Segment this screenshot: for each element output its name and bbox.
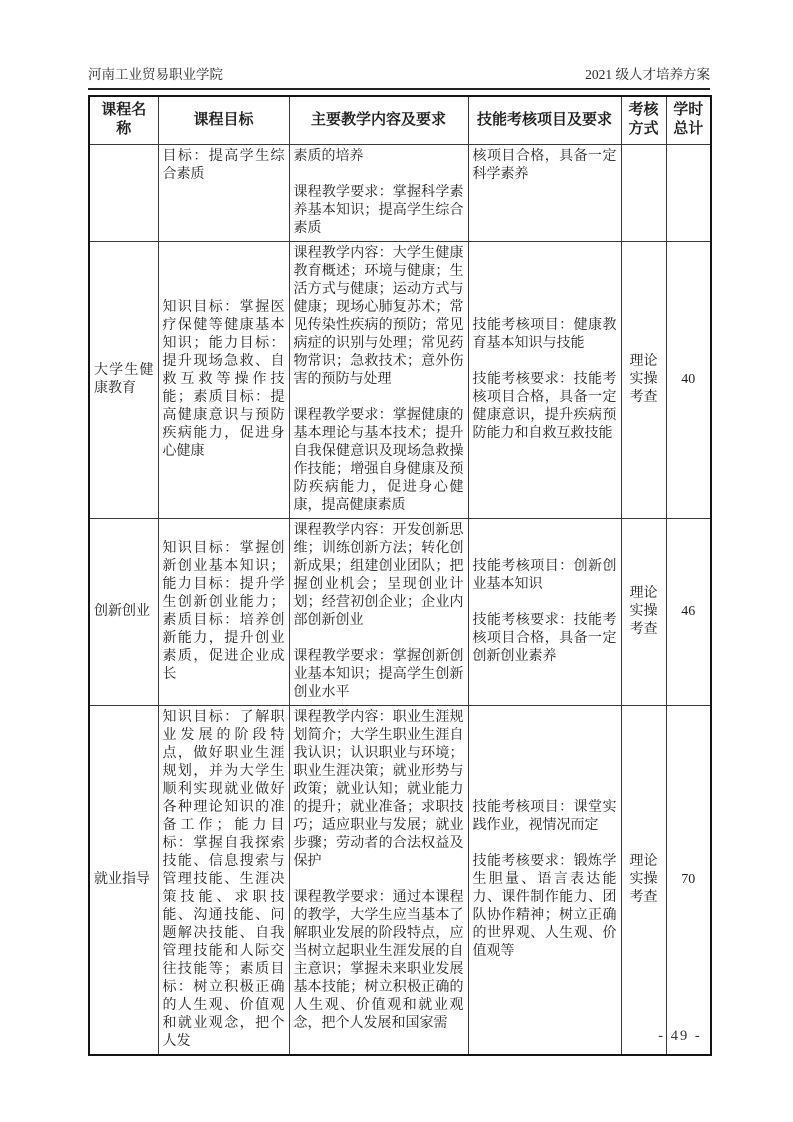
header-divider-rule <box>88 88 710 90</box>
running-header <box>88 66 710 84</box>
objectives-paragraph: 目标：提高学生综合素质 <box>162 148 285 182</box>
col-header-content: 主要教学内容及要求 <box>289 96 468 144</box>
curriculum-table <box>88 95 712 1056</box>
col-header-objectives: 课程目标 <box>158 96 289 144</box>
cell-hours: 46 <box>666 518 711 705</box>
cell-course-name: 就业指导 <box>89 705 158 1055</box>
cell-method: 理论实操考查 <box>621 241 666 518</box>
content-paragraph: 课程教学要求：通过本课程的教学，大学生应当基本了解职业发展的阶段特点，应当树立起职业生涯发展的自主意识；掌握未来职业发展基本技能；树立积极正确的人生观、价值观和就业观念，把个人发展和国家需 <box>293 889 464 1031</box>
cell-content <box>289 144 468 241</box>
content-paragraph: 课程教学内容：开发创新思维；训练创新方法；转化创新成果；组建创业团队；把握创业机会；呈现创业计划；经营初创企业；企业内部创新创业 <box>293 522 464 628</box>
cell-course-name <box>89 144 158 241</box>
assessment-paragraph: 技能考核项目：课堂实践作业，视情况而定 <box>472 799 617 833</box>
objectives-paragraph: 知识目标：掌握创新创业基本知识；能力目标：提升学生创新创业能力；素质目标：培养创新能力，提升创业素质，促进企业成长 <box>162 540 285 682</box>
cell-method: 理论实操考查 <box>621 705 666 1055</box>
cell-content <box>289 518 468 705</box>
assessment-paragraph: 技能考核要求：锻炼学生胆量、语言表达能力、课件制作能力、团队协作精神；树立正确的世界观、人生观、价值观等 <box>472 853 617 959</box>
assessment-paragraph: 技能考核要求：技能考核项目合格，具备一定创新创业素养 <box>472 612 617 664</box>
header-plan-title: 2021 级人才培养方案 <box>585 67 710 82</box>
table-row-health-education <box>89 241 711 518</box>
col-header-course-name: 课程名称 <box>89 96 158 144</box>
table-row-continuation <box>89 144 711 241</box>
objectives-paragraph: 知识目标：掌握医疗保健等健康基本知识；能力目标：提升现场急救、自救互救等操作技能；素质目标：提高健康意识与预防疾病能力，促进身心健康 <box>162 299 285 459</box>
header-school-name: 河南工业贸易职业学院 <box>88 67 223 82</box>
cell-hours <box>666 144 711 241</box>
content-paragraph: 课程教学内容：职业生涯规划简介；大学生职业生涯自我认识；认识职业与环境；职业生涯决策；就业形势与政策；就业认知；就业能力的提升；就业准备；求职技巧；适应职业与发展；就业步骤；劳动者的合法权益及保护 <box>293 709 464 869</box>
table-row-innovation-entrepreneurship <box>89 518 711 705</box>
cell-hours: 70 <box>666 705 711 1055</box>
assessment-paragraph: 核项目合格，具备一定科学素养 <box>472 148 617 182</box>
cell-course-name: 大学生健康教育 <box>89 241 158 518</box>
assessment-paragraph: 技能考核项目：健康教育基本知识与技能 <box>472 317 617 351</box>
table-row-employment-guidance <box>89 705 711 1055</box>
content-paragraph: 素质的培养 <box>293 148 364 164</box>
content-paragraph: 课程教学要求：掌握健康的基本理论与基本技术；提升自我保健意识及现场急救操作技能；增强自身健康及预防疾病能力，促进身心健康，提高健康素质 <box>293 407 464 513</box>
cell-hours: 40 <box>666 241 711 518</box>
page-number: - 49 - <box>658 1028 702 1044</box>
content-paragraph: 课程教学要求：掌握创新创业基本知识；提高学生创新创业水平 <box>293 648 464 700</box>
cell-content <box>289 705 468 1055</box>
assessment-paragraph: 技能考核要求：技能考核项目合格，具备一定健康意识，提升疾病预防能力和自救互救技能 <box>472 371 617 441</box>
col-header-assessment: 技能考核项目及要求 <box>468 96 621 144</box>
cell-assessment <box>468 518 621 705</box>
cell-assessment <box>468 241 621 518</box>
cell-objectives <box>158 144 289 241</box>
cell-method <box>621 144 666 241</box>
assessment-paragraph: 技能考核项目：创新创业基本知识 <box>472 558 617 592</box>
cell-method: 理论实操考查 <box>621 518 666 705</box>
col-header-hours: 学时总计 <box>666 96 711 144</box>
cell-objectives <box>158 705 289 1055</box>
content-paragraph: 课程教学内容：大学生健康教育概述；环境与健康；生活方式与健康；运动方式与健康；现场心肺复苏术；常见传染性疾病的预防；常见病症的识别与处理；常见药物常识；急救技术；意外伤害的预防与处理 <box>293 245 464 387</box>
col-header-method: 考核方式 <box>621 96 666 144</box>
cell-objectives <box>158 518 289 705</box>
content-paragraph: 课程教学要求：掌握科学素养基本知识；提高学生综合素质 <box>293 184 464 236</box>
objectives-paragraph: 知识目标：了解职业发展的阶段特点，做好职业生涯规划，并为大学生顺利实现就业做好各种理论知识的准备工作；能力目标：掌握自我探索技能、信息搜索与管理技能、生涯决策技能、求职技能、沟通技能、问题解决技能、自我管理技能和人际交往技能等；素质目标：树立积极正确的人生观、价值观和就业观念，把个人发 <box>162 709 285 1049</box>
cell-assessment <box>468 705 621 1055</box>
cell-course-name: 创新创业 <box>89 518 158 705</box>
table-header-row <box>89 96 711 144</box>
cell-objectives <box>158 241 289 518</box>
cell-assessment <box>468 144 621 241</box>
cell-content <box>289 241 468 518</box>
